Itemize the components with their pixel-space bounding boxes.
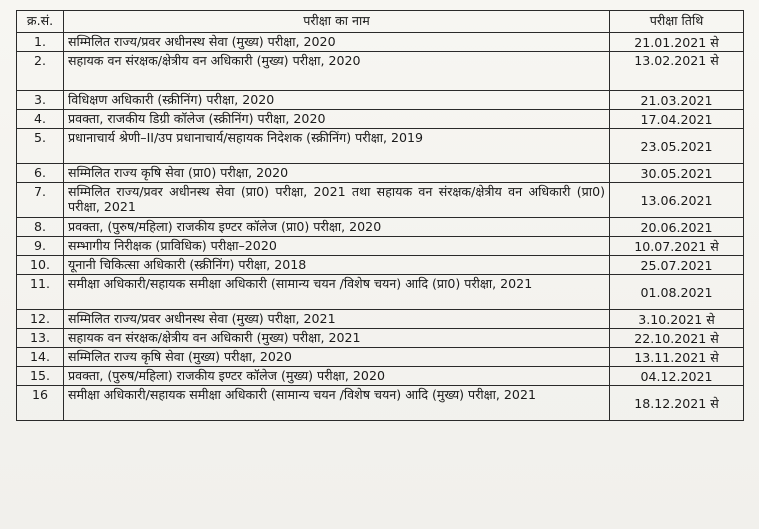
table-row xyxy=(17,310,744,329)
cell-exam-date: 21.03.2021 xyxy=(610,91,744,110)
cell-exam-name: सम्मिलित राज्य/प्रवर अधीनस्थ सेवा (मुख्य) परीक्षा, 2020 xyxy=(64,33,610,52)
cell-sno: 6. xyxy=(17,164,64,183)
table-row xyxy=(17,386,744,421)
cell-exam-name: सहायक वन संरक्षक/क्षेत्रीय वन अधिकारी (मुख्य) परीक्षा, 2020 xyxy=(64,52,610,91)
table-header-row xyxy=(17,11,744,33)
cell-exam-name: समीक्षा अधिकारी/सहायक समीक्षा अधिकारी (सामान्य चयन /विशेष चयन) आदि (मुख्य) परीक्षा, 2021 xyxy=(64,386,610,421)
cell-exam-date: 10.07.2021 से xyxy=(610,237,744,256)
cell-sno: 5. xyxy=(17,129,64,164)
cell-sno: 7. xyxy=(17,183,64,218)
exam-schedule-table xyxy=(16,10,744,421)
cell-sno: 11. xyxy=(17,275,64,310)
cell-sno: 9. xyxy=(17,237,64,256)
cell-sno: 4. xyxy=(17,110,64,129)
table-row xyxy=(17,110,744,129)
cell-exam-date: 30.05.2021 xyxy=(610,164,744,183)
table-row xyxy=(17,129,744,164)
table-row xyxy=(17,367,744,386)
cell-sno: 3. xyxy=(17,91,64,110)
cell-exam-date: 25.07.2021 xyxy=(610,256,744,275)
table-row xyxy=(17,348,744,367)
cell-exam-name: सम्मिलित राज्य/प्रवर अधीनस्थ सेवा (प्रा0) परीक्षा, 2021 तथा सहायक वन संरक्षक/क्षेत्रीय वन अधिकारी (प्रा0) परीक्षा, 2021 xyxy=(64,183,610,218)
cell-exam-name: सम्मिलित राज्य कृषि सेवा (प्रा0) परीक्षा, 2020 xyxy=(64,164,610,183)
cell-exam-date: 13.02.2021 से xyxy=(610,52,744,91)
cell-sno: 10. xyxy=(17,256,64,275)
table-row xyxy=(17,275,744,310)
table-row xyxy=(17,329,744,348)
cell-exam-name: प्रधानाचार्य श्रेणी–II/उप प्रधानाचार्य/सहायक निदेशक (स्क्रीनिंग) परीक्षा, 2019 xyxy=(64,129,610,164)
cell-exam-date: 21.01.2021 से xyxy=(610,33,744,52)
cell-exam-name: सम्मिलित राज्य कृषि सेवा (मुख्य) परीक्षा, 2020 xyxy=(64,348,610,367)
cell-exam-name: प्रवक्ता, (पुरुष/महिला) राजकीय इण्टर कॉलेज (प्रा0) परीक्षा, 2020 xyxy=(64,218,610,237)
cell-sno: 2. xyxy=(17,52,64,91)
cell-exam-date: 13.06.2021 xyxy=(610,183,744,218)
cell-exam-name: प्रवक्ता, (पुरुष/महिला) राजकीय इण्टर कॉलेज (मुख्य) परीक्षा, 2020 xyxy=(64,367,610,386)
cell-exam-date: 13.11.2021 से xyxy=(610,348,744,367)
table-row xyxy=(17,237,744,256)
cell-sno: 16 xyxy=(17,386,64,421)
cell-sno: 15. xyxy=(17,367,64,386)
cell-exam-date: 18.12.2021 से xyxy=(610,386,744,421)
table-row xyxy=(17,218,744,237)
cell-sno: 8. xyxy=(17,218,64,237)
cell-exam-date: 01.08.2021 xyxy=(610,275,744,310)
cell-exam-name: सहायक वन संरक्षक/क्षेत्रीय वन अधिकारी (मुख्य) परीक्षा, 2021 xyxy=(64,329,610,348)
cell-sno: 14. xyxy=(17,348,64,367)
table-row xyxy=(17,52,744,91)
cell-sno: 13. xyxy=(17,329,64,348)
header-exam-name: परीक्षा का नाम xyxy=(64,11,610,33)
cell-exam-date: 22.10.2021 से xyxy=(610,329,744,348)
cell-sno: 1. xyxy=(17,33,64,52)
cell-exam-name: समीक्षा अधिकारी/सहायक समीक्षा अधिकारी (सामान्य चयन /विशेष चयन) आदि (प्रा0) परीक्षा, 2021 xyxy=(64,275,610,310)
table-row xyxy=(17,256,744,275)
cell-exam-name: सम्मिलित राज्य/प्रवर अधीनस्थ सेवा (मुख्य) परीक्षा, 2021 xyxy=(64,310,610,329)
cell-exam-name: प्रवक्ता, राजकीय डिग्री कॉलेज (स्क्रीनिंग) परीक्षा, 2020 xyxy=(64,110,610,129)
cell-sno: 12. xyxy=(17,310,64,329)
cell-exam-date: 04.12.2021 xyxy=(610,367,744,386)
cell-exam-date: 20.06.2021 xyxy=(610,218,744,237)
cell-exam-date: 3.10.2021 से xyxy=(610,310,744,329)
cell-exam-name: विधिक्षण अधिकारी (स्क्रीनिंग) परीक्षा, 2020 xyxy=(64,91,610,110)
table-row xyxy=(17,164,744,183)
header-sno: क्र.सं. xyxy=(17,11,64,33)
table-row xyxy=(17,33,744,52)
header-exam-date: परीक्षा तिथि xyxy=(610,11,744,33)
cell-exam-name: सम्भागीय निरीक्षक (प्राविधिक) परीक्षा–2020 xyxy=(64,237,610,256)
cell-exam-date: 17.04.2021 xyxy=(610,110,744,129)
cell-exam-name: यूनानी चिकित्सा अधिकारी (स्क्रीनिंग) परीक्षा, 2018 xyxy=(64,256,610,275)
cell-exam-date: 23.05.2021 xyxy=(610,129,744,164)
table-row xyxy=(17,91,744,110)
table-row xyxy=(17,183,744,218)
